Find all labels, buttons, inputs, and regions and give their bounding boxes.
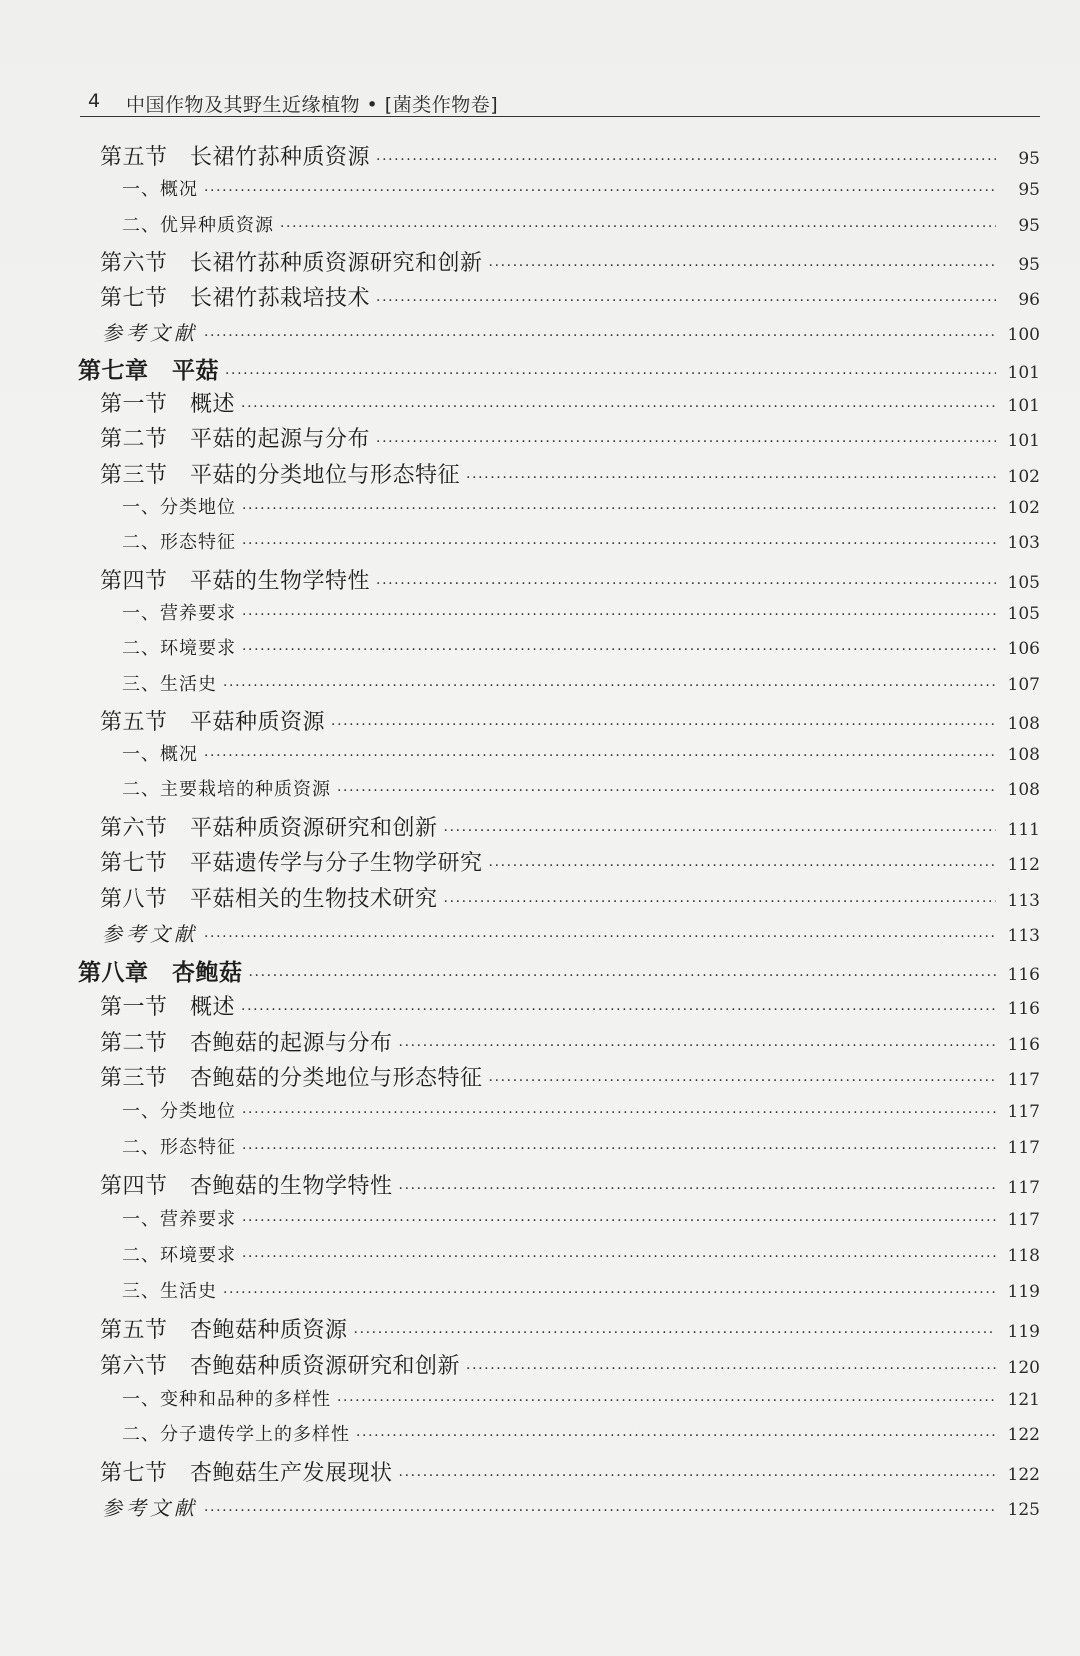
toc-entry-title: 二、形态特征	[122, 1137, 236, 1159]
toc-entry-page: 101	[1007, 396, 1040, 417]
dot-leader	[204, 748, 996, 764]
toc-entry-title: 第八章 杏鲍菇	[78, 958, 243, 986]
toc-entry-section	[100, 246, 1040, 277]
dot-leader	[354, 1325, 996, 1341]
dot-leader	[444, 823, 996, 839]
dot-leader	[204, 183, 996, 199]
dot-leader	[399, 1468, 996, 1484]
dot-leader	[376, 293, 996, 309]
dot-leader	[489, 858, 996, 874]
toc-entry-title: 参考文献	[102, 1496, 198, 1521]
toc-entry-title: 第七节 杏鲍菇生产发展现状	[100, 1461, 393, 1487]
dot-leader	[280, 219, 996, 235]
toc-entry-page: 120	[1007, 1357, 1040, 1378]
dot-leader	[242, 607, 996, 623]
toc-entry-title: 参考文献	[102, 921, 198, 946]
toc-entry-title: 三、生活史	[122, 1280, 217, 1302]
toc-entry-page: 119	[1007, 1281, 1040, 1302]
dot-leader	[241, 1002, 996, 1018]
toc-entry-page: 95	[1018, 215, 1040, 236]
toc-entry-title: 参考文献	[102, 320, 198, 345]
toc-entry-section	[100, 140, 1040, 171]
dot-leader	[249, 968, 997, 984]
toc-entry-page: 117	[1007, 1178, 1040, 1199]
dot-leader	[399, 1038, 996, 1054]
toc-entry-title: 一、营养要求	[122, 602, 236, 624]
toc-entry-page: 113	[1007, 925, 1040, 946]
book-title: 中国作物及其野生近缘植物 • [菌类作物卷]	[126, 94, 499, 116]
toc-entry-section	[100, 846, 1040, 877]
toc-entry-title: 第一节 概述	[100, 392, 236, 418]
toc-entry-page: 116	[1007, 998, 1040, 1019]
toc-entry-page: 122	[1007, 1425, 1040, 1446]
toc-entry-sub	[122, 1097, 1040, 1123]
toc-entry-sub	[122, 1420, 1040, 1446]
dot-leader	[241, 399, 996, 415]
dot-leader	[223, 1285, 996, 1301]
toc-entry-section	[100, 422, 1040, 453]
dot-leader	[466, 470, 996, 486]
dot-leader	[399, 1181, 996, 1197]
toc-entry-title: 第七节 平菇遗传学与分子生物学研究	[100, 851, 483, 876]
toc-entry-sub	[122, 493, 1040, 519]
header-rule	[80, 116, 1040, 117]
toc-entry-chapter	[78, 352, 1040, 385]
toc-entry-section	[100, 882, 1040, 913]
toc-entry-section	[100, 705, 1040, 736]
toc-entry-page: 112	[1007, 855, 1040, 875]
toc-entry-page: 101	[1007, 431, 1040, 452]
toc-entry-sub	[122, 670, 1040, 696]
dot-leader	[242, 501, 996, 517]
toc-entry-page: 108	[1007, 780, 1040, 801]
toc-entry-section	[100, 1169, 1040, 1200]
toc-entry-page: 102	[1007, 498, 1040, 518]
dot-leader	[242, 1249, 996, 1265]
toc-entry-page: 95	[1018, 254, 1040, 275]
running-header	[88, 90, 1040, 114]
dot-leader	[225, 366, 996, 382]
toc-entry-sub	[122, 599, 1040, 625]
toc-entry-page: 111	[1007, 819, 1040, 840]
toc-entry-sub	[122, 1385, 1040, 1411]
toc-entry-section	[100, 1061, 1040, 1092]
dot-leader	[242, 536, 996, 552]
toc-entry-title: 第四节 平菇的生物学特性	[100, 568, 371, 594]
dot-leader	[466, 1361, 996, 1377]
toc-entry-title: 第六节 杏鲍菇种质资源研究和创新	[100, 1353, 461, 1379]
toc-entry-title: 一、营养要求	[122, 1209, 236, 1230]
toc-entry-page: 117	[1007, 1102, 1040, 1123]
toc-entry-page: 107	[1007, 674, 1040, 695]
dot-leader	[223, 678, 996, 694]
page-number: 4	[88, 90, 101, 112]
dot-leader	[242, 642, 996, 658]
dot-leader	[376, 434, 996, 450]
dot-leader	[337, 783, 996, 799]
toc-entry-sub	[122, 175, 1040, 201]
toc-entry-title: 第二节 杏鲍菇的起源与分布	[100, 1030, 393, 1056]
toc-entry-section	[100, 564, 1040, 595]
dot-leader	[489, 1073, 996, 1089]
toc-entry-page: 105	[1007, 572, 1040, 593]
toc-entry-title: 二、环境要求	[122, 1244, 236, 1266]
toc-entry-title: 第五节 长裙竹荪种质资源	[100, 145, 371, 170]
toc-entry-page: 113	[1007, 890, 1040, 911]
toc-entry-title: 二、主要栽培的种质资源	[122, 779, 331, 801]
toc-entry-sub	[122, 634, 1040, 660]
toc-entry-section	[100, 1026, 1040, 1057]
toc-entry-section	[100, 990, 1040, 1021]
toc-entry-section	[100, 1349, 1040, 1380]
toc-entry-page: 108	[1007, 713, 1040, 734]
toc-entry-title: 一、分类地位	[122, 1101, 236, 1123]
toc-entry-section	[100, 1456, 1040, 1487]
toc-entry-page: 118	[1007, 1245, 1040, 1266]
dot-leader	[204, 328, 996, 344]
toc-entry-title: 一、变种和品种的多样性	[122, 1388, 331, 1410]
toc-entry-title: 第八节 平菇相关的生物技术研究	[100, 886, 438, 912]
toc-entry-page: 122	[1007, 1465, 1040, 1486]
toc-entry-ref	[102, 1492, 1040, 1521]
dot-leader	[242, 1141, 996, 1157]
toc-entry-title: 一、概况	[122, 744, 198, 766]
toc-entry-section	[100, 281, 1040, 312]
toc-entry-title: 第七节 长裙竹荪栽培技术	[100, 286, 371, 312]
dot-leader	[489, 258, 996, 274]
toc-entry-title: 第四节 杏鲍菇的生物学特性	[100, 1174, 393, 1200]
toc-entry-title: 二、分子遗传学上的多样性	[122, 1424, 350, 1446]
toc-entry-page: 119	[1007, 1321, 1040, 1342]
toc-entry-page: 105	[1007, 603, 1040, 624]
dot-leader	[376, 152, 996, 168]
toc-entry-sub	[122, 528, 1040, 554]
toc-entry-page: 96	[1018, 290, 1040, 311]
toc-entry-page: 116	[1007, 1034, 1040, 1055]
toc-entry-page: 125	[1007, 1500, 1040, 1521]
toc-entry-page: 116	[1007, 964, 1040, 985]
toc-entry-title: 第二节 平菇的起源与分布	[100, 427, 371, 453]
toc-entry-title: 二、优异种质资源	[122, 214, 274, 236]
toc-entry-title: 二、形态特征	[122, 532, 236, 554]
dot-leader	[242, 1105, 996, 1121]
toc-entry-page: 117	[1007, 1138, 1040, 1159]
toc-entry-sub	[122, 1241, 1040, 1267]
toc-entry-title: 一、分类地位	[122, 497, 236, 518]
dot-leader	[356, 1428, 996, 1444]
dot-leader	[444, 894, 996, 910]
toc-entry-section	[100, 458, 1040, 489]
toc-entry-page: 101	[1007, 362, 1040, 383]
toc-entry-section	[100, 1313, 1040, 1344]
dot-leader	[204, 1503, 996, 1519]
toc-entry-page: 117	[1007, 1070, 1040, 1091]
toc-entry-title: 一、概况	[122, 179, 198, 201]
dot-leader	[242, 1213, 996, 1229]
dot-leader	[376, 576, 996, 592]
toc-entry-page: 95	[1018, 180, 1040, 201]
toc-entry-sub	[122, 211, 1040, 237]
dot-leader	[331, 717, 996, 733]
toc-entry-sub	[122, 1205, 1040, 1231]
toc-entry-title: 第六节 平菇种质资源研究和创新	[100, 815, 438, 841]
toc-entry-ref	[102, 918, 1040, 947]
toc-entry-sub	[122, 775, 1040, 801]
dot-leader	[204, 929, 996, 945]
toc-entry-section	[100, 387, 1040, 418]
toc-entry-ref	[102, 317, 1040, 346]
toc-entry-section	[100, 811, 1040, 842]
toc-entry-title: 三、生活史	[122, 673, 217, 695]
toc-entry-page: 100	[1007, 324, 1040, 345]
toc-entry-page: 106	[1007, 639, 1040, 660]
dot-leader	[337, 1393, 996, 1409]
toc-entry-sub	[122, 1277, 1040, 1303]
toc-entry-title: 第五节 平菇种质资源	[100, 709, 326, 735]
toc-entry-page: 108	[1007, 745, 1040, 766]
toc-entry-title: 第三节 杏鲍菇的分类地位与形态特征	[100, 1066, 483, 1092]
toc-entry-title: 第五节 杏鲍菇种质资源	[100, 1317, 348, 1343]
toc-entry-page: 121	[1007, 1389, 1040, 1410]
toc-entry-sub	[122, 1133, 1040, 1159]
toc-entry-page: 117	[1007, 1210, 1040, 1230]
toc-entry-title: 二、环境要求	[122, 638, 236, 660]
toc-entry-title: 第六节 长裙竹荪种质资源研究和创新	[100, 250, 483, 276]
toc-entry-chapter	[78, 954, 1040, 987]
toc-entry-page: 102	[1007, 466, 1040, 487]
toc-entry-title: 第一节 概述	[100, 994, 236, 1020]
toc-entry-page: 95	[1018, 149, 1040, 169]
toc-entry-title: 第七章 平菇	[78, 356, 219, 384]
toc-entry-title: 第三节 平菇的分类地位与形态特征	[100, 462, 461, 488]
toc-entry-sub	[122, 740, 1040, 766]
toc-entry-page: 103	[1007, 533, 1040, 554]
